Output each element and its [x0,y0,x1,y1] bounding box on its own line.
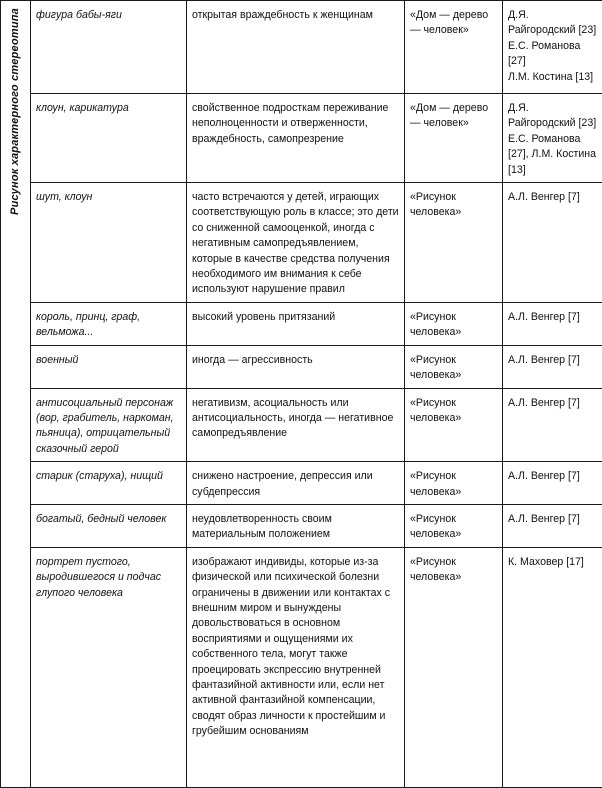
meaning-cell: свойственное подросткам переживание неполноценности и отверженности, враждебность, самопрезрение [187,94,405,183]
table-row [1,388,602,462]
table-row [1,547,602,787]
meaning-cell: снижено настроение, депрессия или субдепрессия [187,462,405,505]
image-cell: фигура бабы-яги [31,1,187,94]
author-cell: Д.Я. Райгородский [23] Е.С. Романова [27] Л.М. Костина [13] [503,1,602,94]
test-cell: «Рисунок человека» [405,504,503,547]
meaning-cell: иногда — агрессивность [187,345,405,388]
image-cell: король, принц, граф, вельможа... [31,302,187,345]
meaning-cell: открытая враждебность к женщинам [187,1,405,94]
meaning-cell: высокий уровень притязаний [187,302,405,345]
image-cell: антисоциальный персонаж (вор, грабитель, наркоман, пьяница), отрицательный сказочный герой [31,388,187,462]
table-row [1,345,602,388]
test-cell: «Рисунок человека» [405,547,503,787]
meaning-cell: изображают индивиды, которые из-за физической или психической болезни ограничены в движении или контактах с внешним миром и вынуждены довольствоваться в основном восприятиями и ощущениями их собственного тела, могут также проецировать экспрессию внутренней фантазийной активности или, если нет активной фантазийной компенсации, сводят образ личности к простейшим и грубейшим основаниям [187,547,405,787]
author-cell: К. Маховер [17] [503,547,602,787]
image-cell: богатый, бедный человек [31,504,187,547]
test-cell: «Дом — дерево — человек» [405,1,503,94]
author-cell: А.Л. Венгер [7] [503,302,602,345]
meaning-cell: неудовлетворенность своим материальным положением [187,504,405,547]
image-cell: портрет пустого, выродившегося и подчас глупого человека [31,547,187,787]
author-cell: Д.Я. Райгородский [23] Е.С. Романова [27], Л.М. Костина [13] [503,94,602,183]
table-row [1,302,602,345]
author-cell: А.Л. Венгер [7] [503,388,602,462]
test-cell: «Рисунок человека» [405,345,503,388]
author-cell: А.Л. Венгер [7] [503,345,602,388]
image-cell: военный [31,345,187,388]
test-cell: «Рисунок человека» [405,462,503,505]
image-cell: клоун, карикатура [31,94,187,183]
table-row [1,183,602,303]
test-cell: «Рисунок человека» [405,388,503,462]
author-cell: А.Л. Венгер [7] [503,504,602,547]
meaning-cell: часто встречаются у детей, играющих соответствующую роль в классе; это дети со сниженной самооценкой, иногда с негативным самопредъявлением, которые в качестве средства получения необходимого им внимания к себе используют нарушение правил [187,183,405,303]
image-cell: шут, клоун [31,183,187,303]
test-cell: «Рисунок человека» [405,183,503,303]
table-row [1,1,602,94]
test-cell: «Дом — дерево — человек» [405,94,503,183]
table-row [1,504,602,547]
author-cell: А.Л. Венгер [7] [503,183,602,303]
table-row [1,462,602,505]
author-cell: А.Л. Венгер [7] [503,462,602,505]
table-row [1,94,602,183]
test-cell: «Рисунок человека» [405,302,503,345]
image-cell: старик (старуха), нищий [31,462,187,505]
meaning-cell: негативизм, асоциальность или антисоциальность, иногда — негативное самопредъявление [187,388,405,462]
side-header-cell [1,1,31,788]
side-header-label: Рисунок характерного стереотипа [8,8,23,215]
